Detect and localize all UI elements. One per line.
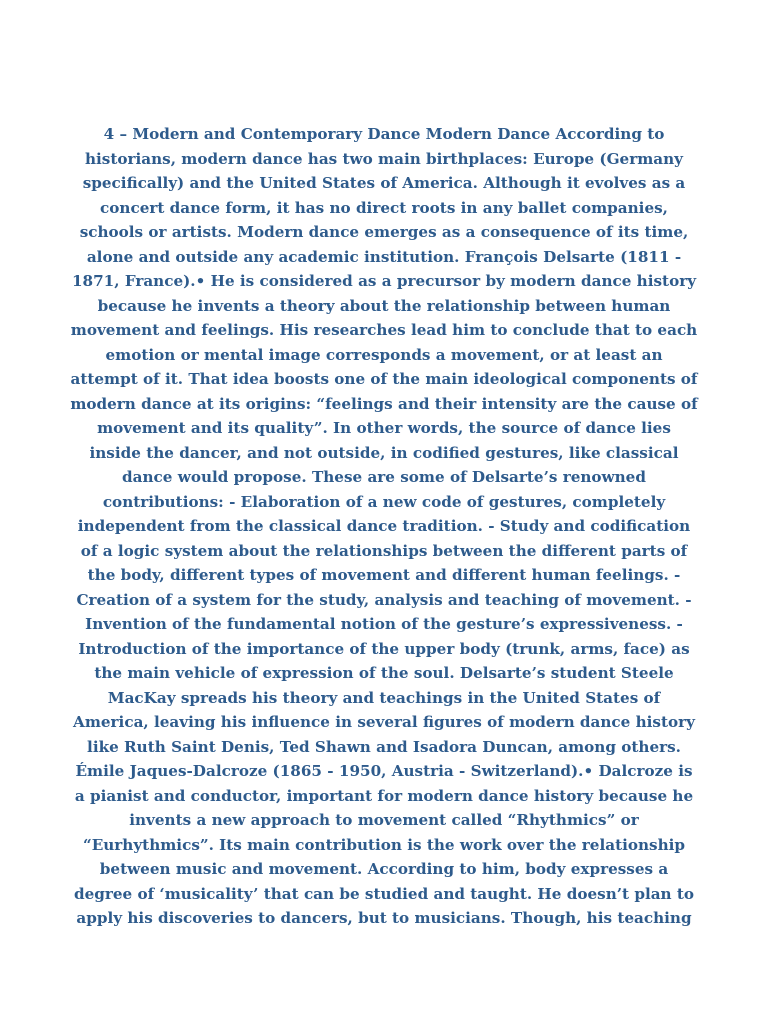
text-line: 4 – Modern and Contemporary Dance Modern Dance According to — [103, 125, 665, 143]
text-line: alone and outside any academic institution. François Delsarte (1811 - — [86, 247, 682, 266]
text-line: America, leaving his influence in several figures of modern dance history — [73, 713, 695, 731]
text-line: dance would propose. These are some of Delsarte’s renowned — [122, 468, 646, 486]
text-line: specifically) and the United States of America. Although it evolves as a — [82, 174, 686, 192]
text-line: attempt of it. That idea boosts one of the main ideological components of — [70, 370, 698, 388]
text-line: because he invents a theory about the relationship between human — [97, 296, 671, 315]
text-line: the main vehicle of expression of the soul. Delsarte’s student Steele — [94, 664, 674, 682]
text-line: contributions: - Elaboration of a new code of gestures, completely — [102, 492, 666, 511]
text-line: “Eurhythmics”. Its main contribution is the work over the relationship — [82, 835, 686, 854]
text-line: Introduction of the importance of the upper body (trunk, arms, face) as — [78, 639, 690, 658]
text-line: Invention of the fundamental notion of the gesture’s expressiveness. - — [85, 615, 683, 633]
text-line: historians, modern dance has two main birthplaces: Europe (Germany — [85, 149, 683, 168]
body-text — [60, 122, 708, 931]
text-line: modern dance at its origins: “feelings and their intensity are the cause of — [70, 394, 698, 413]
text-line: MacKay spreads his theory and teachings in the United States of — [107, 688, 661, 707]
text-line: 1871, France).• He is considered as a precursor by modern dance history — [71, 272, 697, 290]
text-line: schools or artists. Modern dance emerges as a consequence of its time, — [79, 223, 689, 241]
text-line: degree of ‘musicality’ that can be studied and taught. He doesn’t plan to — [73, 884, 695, 903]
text-line: between music and movement. According to him, body expresses a — [99, 860, 669, 878]
text-line: apply his discoveries to dancers, but to musicians. Though, his teaching — [76, 909, 692, 927]
text-line: like Ruth Saint Denis, Ted Shawn and Isadora Duncan, among others. — [87, 737, 681, 756]
text-line: Émile Jaques-Dalcroze (1865 - 1950, Austria - Switzerland).• Dalcroze is — [75, 762, 693, 780]
text-line: movement and its quality”. In other words, the source of dance lies — [97, 419, 671, 437]
text-line: inside the dancer, and not outside, in codified gestures, like classical — [89, 443, 679, 462]
text-line: of a logic system about the relationships between the different parts of — [80, 541, 688, 560]
text-line: the body, different types of movement and different human feelings. - — [87, 566, 681, 584]
text-line: Creation of a system for the study, analysis and teaching of movement. - — [76, 590, 692, 609]
text-line: invents a new approach to movement called “Rhythmics” or — [129, 811, 639, 829]
text-line: emotion or mental image corresponds a movement, or at least an — [105, 345, 663, 364]
text-line: independent from the classical dance tradition. - Study and codification — [77, 517, 691, 535]
text-line: movement and feelings. His researches lead him to conclude that to each — [70, 321, 698, 339]
text-line: a pianist and conductor, important for modern dance history because he — [74, 786, 694, 805]
text-line: concert dance form, it has no direct roots in any ballet companies, — [100, 198, 668, 217]
